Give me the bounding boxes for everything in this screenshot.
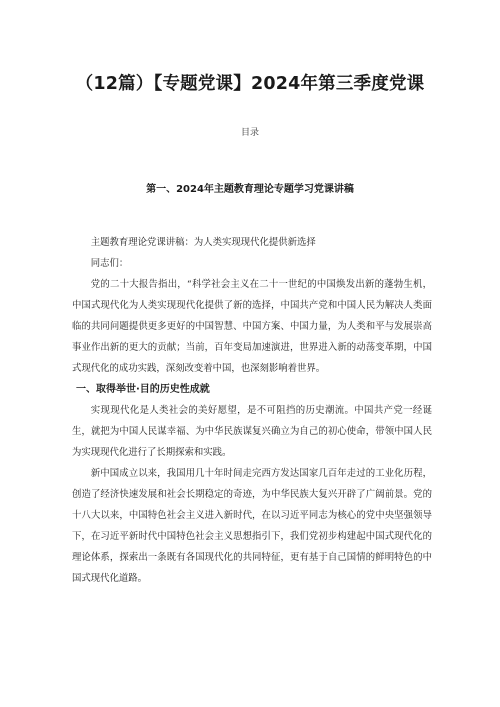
salutation: 同志们：	[90, 258, 129, 269]
document-title: （12篇）【专题党课】2024年第三季度党课	[75, 74, 425, 94]
chapter-heading: 第一、2024年主题教育理论专题学习党课讲稿	[146, 184, 354, 195]
document-body	[72, 232, 432, 589]
body-paragraph: 实现现代化是人类社会的美好愿望，是不可阻挡的历史潮流。中国共产党一经诞生，就把为中国人民谋幸福、为中华民族谋复兴确立为自己的初心使命，带领中国人民为实现现代化进行了长期探索和实践。	[72, 405, 432, 458]
body-paragraph: 党的二十大报告指出，“科学社会主义在二十一世纪的中国焕发出新的蓬勃生机，中国式现代化为人类实现现代化提供了新的选择，中国共产党和中国人民为解决人类面临的共同问题提供更多更好的中国智慧、中国方案、中国力量，为人类和平与发展崇高事业作出新的更大的贡献；当前，百年变局加速演进，世界进入新的动荡变革期，中国式现代化的成功实践，深刻改变着中国，也深刻影响着世界。	[72, 279, 432, 374]
subtitle: 主题教育理论党课讲稿：为人类实现现代化提供新选择	[90, 237, 316, 248]
body-paragraph: 新中国成立以来，我国用几十年时间走完西方发达国家几百年走过的工业化历程，创造了经济快速发展和社会长期稳定的奇迹，为中华民族大复兴开辟了广阔前景。党的十八大以来，中国特色社会主义进入新时代，在以习近平同志为核心的党中央坚强领导下，在习近平新时代中国特色社会主义思想指引下，我们党初步构建起中国式现代化的理论体系，探索出一条既有各国现代化的共同特征，更有基于自己国情的鲜明特色的中国式现代化道路。	[72, 468, 432, 584]
toc-label: 目录	[240, 128, 259, 138]
section-heading: 一、取得举世·目的历史性成就	[76, 384, 210, 395]
